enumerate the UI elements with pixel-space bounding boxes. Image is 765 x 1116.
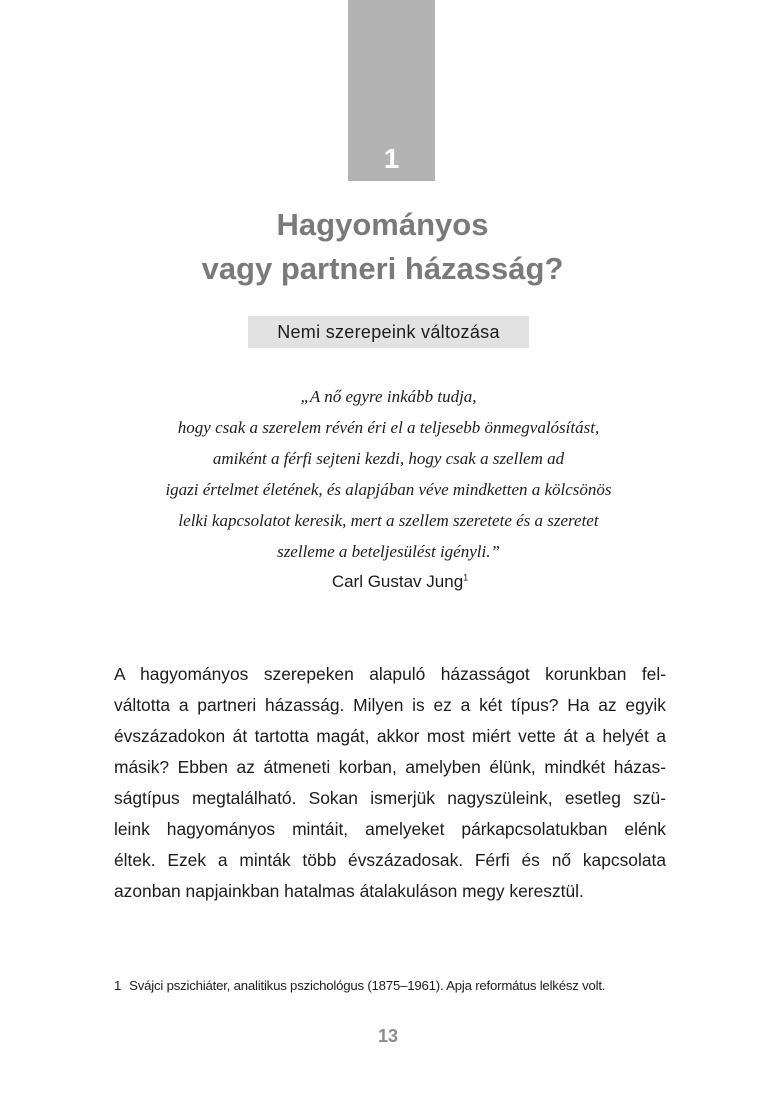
quote-author [0, 568, 765, 596]
quote-line: „A nő egyre inkább tudja, [300, 387, 477, 406]
body-line: azonban napjainkban hatalmas átalakuláson megy keresztül. [114, 881, 584, 901]
subtitle: Nemi szerepeink változása [277, 322, 500, 342]
chapter-tab [348, 0, 435, 181]
subtitle-box [248, 316, 529, 348]
quote-line: igazi értelmet életének, és alapjában véve mindketten a kölcsönös [165, 480, 612, 499]
body-line: leink hagyományos mintáit, amelyeket párkapcsolatukban elénk [114, 819, 666, 839]
footnote-mark: 1 [114, 978, 122, 993]
chapter-title-line: vagy partneri házasság? [201, 251, 564, 286]
body-line: ságtípus megtalálható. Sokan ismerjük nagyszüleink, esetleg szü- [114, 788, 666, 808]
body-line: másik? Ebben az átmeneti korban, amelyben élünk, mindkét házas- [114, 757, 666, 777]
body-line: váltotta a partneri házasság. Milyen is ez a két típus? Ha az egyik [114, 695, 666, 715]
quote-line: amiként a férfi sejteni kezdi, hogy csak a szellem ad [212, 449, 565, 468]
body-line: évszázadokon át tartotta magát, akkor most miért vette át a helyét a [114, 726, 666, 746]
quote-author-name: Carl Gustav Jung [331, 572, 464, 591]
quote-line: hogy csak a szerelem révén éri el a teljesebb önmegvalósítást, [177, 418, 600, 437]
epigraph-quote [0, 381, 765, 567]
body-paragraph [114, 659, 666, 907]
quote-line: lelki kapcsolatot keresik, mert a szellem szeretete és a szeretet [178, 511, 599, 530]
footnote-text: Svájci pszichiáter, analitikus pszichológus (1875–1961). Apja református lelkész volt. [129, 978, 606, 993]
footnote [114, 976, 674, 996]
chapter-number: 1 [383, 143, 400, 174]
footnote-reference: 1 [463, 572, 469, 583]
body-line: éltek. Ezek a minták több évszázadosak. Férfi és nő kapcsolata [114, 850, 666, 870]
page-number: 13 [377, 1026, 399, 1046]
body-line: A hagyományos szerepeken alapuló házasságot korunkban fel- [114, 664, 666, 684]
quote-line: szelleme a beteljesülést igényli.” [277, 542, 500, 561]
chapter-title [0, 203, 765, 291]
chapter-title-line: Hagyományos [276, 207, 489, 242]
